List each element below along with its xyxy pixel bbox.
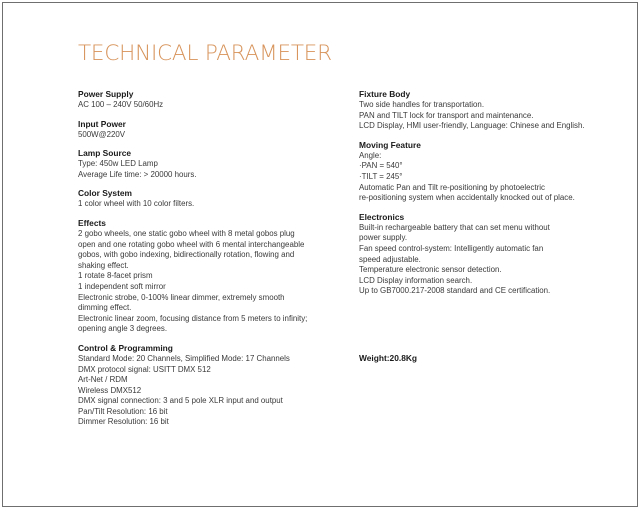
spec-line: Automatic Pan and Tilt re-positioning by photoelectric: [359, 182, 545, 192]
spec-line: Type: 450w LED Lamp: [78, 159, 158, 169]
spec-line: gobos, with gobo indexing, bidirectionally rotation, flowing and: [78, 250, 295, 260]
section-heading: Input Power: [78, 118, 126, 129]
spec-line: LCD Display information search.: [359, 275, 473, 285]
section-fixture-body: [359, 89, 609, 132]
section-electronics: [359, 212, 609, 297]
section-heading: Control & Programming: [78, 342, 173, 353]
spec-line: speed adjustable.: [359, 254, 421, 264]
section-power-supply: [78, 89, 348, 111]
section-heading: Electronics: [359, 211, 405, 222]
section-input-power: [78, 119, 348, 141]
left-column: [78, 89, 348, 436]
spec-line: Two side handles for transportation.: [359, 100, 485, 109]
spec-line: 1 independent soft mirror: [78, 281, 166, 291]
section-control-programming: [78, 343, 348, 428]
right-column: [359, 89, 609, 305]
spec-line: Fan speed control-system: Intelligently automatic fan: [359, 243, 544, 253]
section-lamp-source: [78, 148, 348, 180]
spec-line: Pan/Tilt Resolution: 16 bit: [78, 406, 168, 416]
spec-line: AC 100 – 240V 50/60Hz: [78, 100, 164, 109]
spec-line: power supply.: [359, 233, 408, 243]
spec-line: re-positioning system when accidentally knocked out of place.: [359, 193, 575, 203]
section-heading: Color System: [78, 188, 132, 199]
section-color-system: [78, 188, 348, 210]
page-title: TECHNICAL PARAMETER: [78, 41, 332, 66]
spec-line: Dimmer Resolution: 16 bit: [78, 417, 169, 427]
spec-line: dimming effect.: [78, 303, 132, 313]
spec-line: Art-Net / RDM: [78, 375, 128, 385]
section-effects: [78, 218, 348, 335]
spec-line: DMX protocol signal: USITT DMX 512: [78, 364, 211, 374]
spec-line: ·PAN = 540°: [359, 161, 403, 171]
spec-line: Angle:: [359, 150, 382, 160]
spec-line: Electronic strobe, 0-100% linear dimmer, extremely smooth: [78, 292, 285, 302]
spec-line: Wireless DMX512: [78, 385, 142, 395]
spec-line: 1 rotate 8-facet prism: [78, 271, 153, 281]
spec-line: Electronic linear zoom, focusing distance from 5 meters to infinity;: [78, 313, 308, 323]
section-heading: Fixture Body: [359, 89, 411, 99]
spec-line: Temperature electronic sensor detection.: [359, 265, 502, 275]
spec-line: opening angle 3 degrees.: [78, 324, 168, 334]
spec-line: Average Life time: > 20000 hours.: [78, 169, 197, 179]
section-heading: Effects: [78, 217, 106, 228]
spec-line: 500W@220V: [78, 129, 126, 139]
spec-line: Standard Mode: 20 Channels, Simplified Mode: 17 Channels: [78, 353, 290, 363]
spec-sheet-page: [2, 2, 638, 507]
weight-label: Weight:20.8Kg: [359, 353, 418, 363]
spec-line: Up to GB7000.217-2008 standard and CE certification.: [359, 286, 551, 296]
section-moving-feature: [359, 140, 609, 204]
spec-line: shaking effect.: [78, 260, 129, 270]
spec-line: PAN and TILT lock for transport and maintenance.: [359, 110, 534, 120]
spec-line: DMX signal connection: 3 and 5 pole XLR input and output: [78, 396, 283, 406]
spec-line: Built-in rechargeable battery that can set menu without: [359, 222, 550, 232]
spec-line: 2 gobo wheels, one static gobo wheel with 8 metal gobos plug: [78, 228, 295, 238]
section-heading: Moving Feature: [359, 139, 421, 150]
spec-line: LCD Display, HMI user-friendly, Language: Chinese and English.: [359, 121, 585, 131]
spec-line: 1 color wheel with 10 color filters.: [78, 199, 195, 209]
spec-line: open and one rotating gobo wheel with 6 mental interchangeable: [78, 239, 305, 249]
section-heading: Power Supply: [78, 89, 134, 99]
spec-line: ·TILT = 245°: [359, 171, 403, 181]
section-heading: Lamp Source: [78, 148, 132, 159]
